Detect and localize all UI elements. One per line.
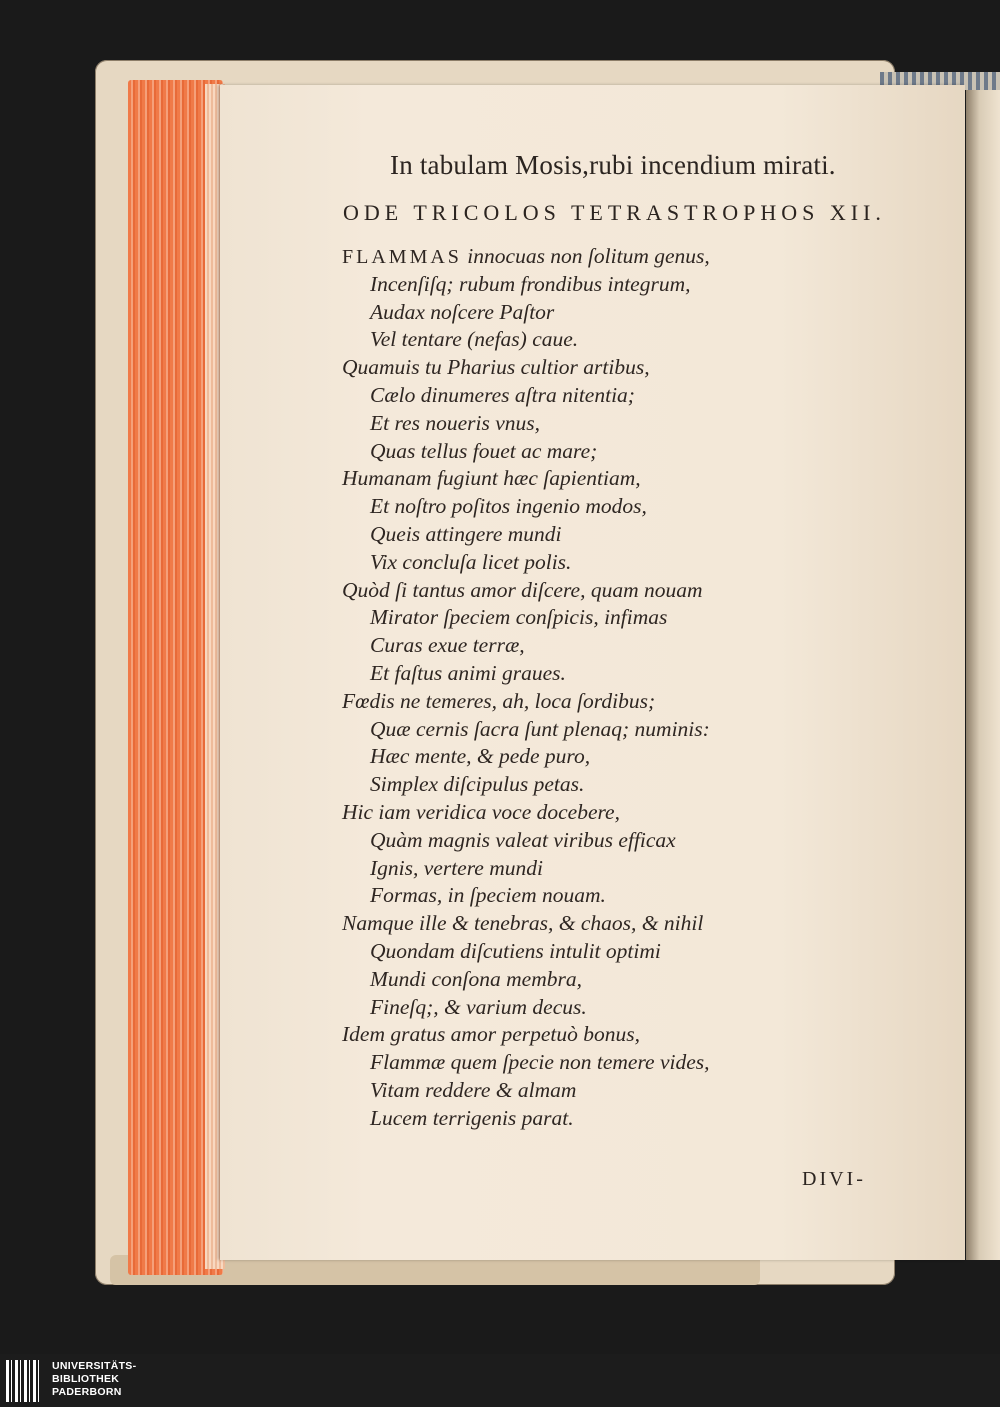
poem-line: [342, 243, 710, 271]
poem-line: Et res noueris vnus,: [370, 410, 540, 435]
poem-line: Et noſtro poſitos ingenio modos,: [370, 494, 647, 519]
poem-line: Quamuis tu Pharius cultior artibus,: [342, 355, 650, 380]
poem-line: Flammæ quem ſpecie non temere vides,: [370, 1050, 710, 1075]
facing-page-edge: [966, 90, 1000, 1260]
poem-line: Simplex diſcipulus petas.: [370, 772, 585, 797]
logo-line-2: BIBLIOTHEK: [52, 1373, 120, 1385]
poem-line: Quàm magnis valeat viribus efficax: [370, 827, 676, 852]
poem-line: Ignis, vertere mundi: [370, 855, 543, 880]
logo-line-3: PADERBORN: [52, 1386, 122, 1398]
library-logo-text: [52, 1360, 136, 1399]
poem-line: Idem gratus amor perpetuò bonus,: [342, 1022, 640, 1047]
poem-line: Mundi conſona membra,: [370, 966, 582, 991]
poem-line: Lucem terrigenis parat.: [370, 1105, 574, 1130]
poem-line: Quondam diſcutiens intulit optimi: [370, 938, 661, 963]
logo-line-1: UNIVERSITÄTS-: [52, 1360, 137, 1372]
poem-first-word: FLAMMAS: [342, 246, 462, 268]
poem-line: Quæ cernis ſacra ſunt plenaq; numinis:: [370, 716, 710, 741]
footer-bar: [0, 1354, 1000, 1407]
poem-line: Formas, in ſpeciem nouam.: [370, 883, 606, 908]
poem-line: Namque ille & tenebras, & chaos, & nihil: [342, 911, 704, 936]
poem-line: Curas exue terræ,: [370, 633, 525, 658]
poem-line: Incenſiſq; rubum frondibus integrum,: [370, 271, 691, 296]
catchword: DIVI-: [802, 1168, 866, 1190]
poem-line: Cælo dinumeres aſtra nitentia;: [370, 382, 635, 407]
poem-line: Fœdis ne temeres, ah, loca ſordibus;: [342, 688, 656, 713]
poem-line: Queis attingere mundi: [370, 521, 562, 546]
poem-line: Mirator ſpeciem conſpicis, infimas: [370, 605, 668, 630]
poem-line: Humanam fugiunt hæc ſapientiam,: [342, 466, 641, 491]
poem-line: Vix concluſa licet polis.: [370, 549, 572, 574]
poem-line: Et faſtus animi graues.: [370, 660, 566, 685]
poem-line: Hic iam veridica voce docebere,: [342, 799, 620, 824]
ode-heading: ODE TRICOLOS TETRASTROPHOS XII.: [343, 200, 886, 225]
page-title: In tabulam Mosis,rubi incendium mirati.: [390, 150, 836, 180]
poem-line: Vitam reddere & almam: [370, 1077, 577, 1102]
poem-body: [342, 243, 710, 1133]
poem-line: Quòd ſi tantus amor diſcere, quam nouam: [342, 577, 703, 602]
poem-line: Fineſq;, & varium decus.: [370, 994, 587, 1019]
poem-line: Audax noſcere Paſtor: [370, 299, 555, 324]
poem-line-text: innocuas non ſolitum genus,: [461, 244, 710, 268]
poem-line: Hæc mente, & pede puro,: [370, 744, 591, 769]
poem-line: Quas tellus fouet ac mare;: [370, 438, 598, 463]
library-logo-icon: [6, 1360, 42, 1402]
poem-line: Vel tentare (nefas) caue.: [370, 327, 579, 352]
